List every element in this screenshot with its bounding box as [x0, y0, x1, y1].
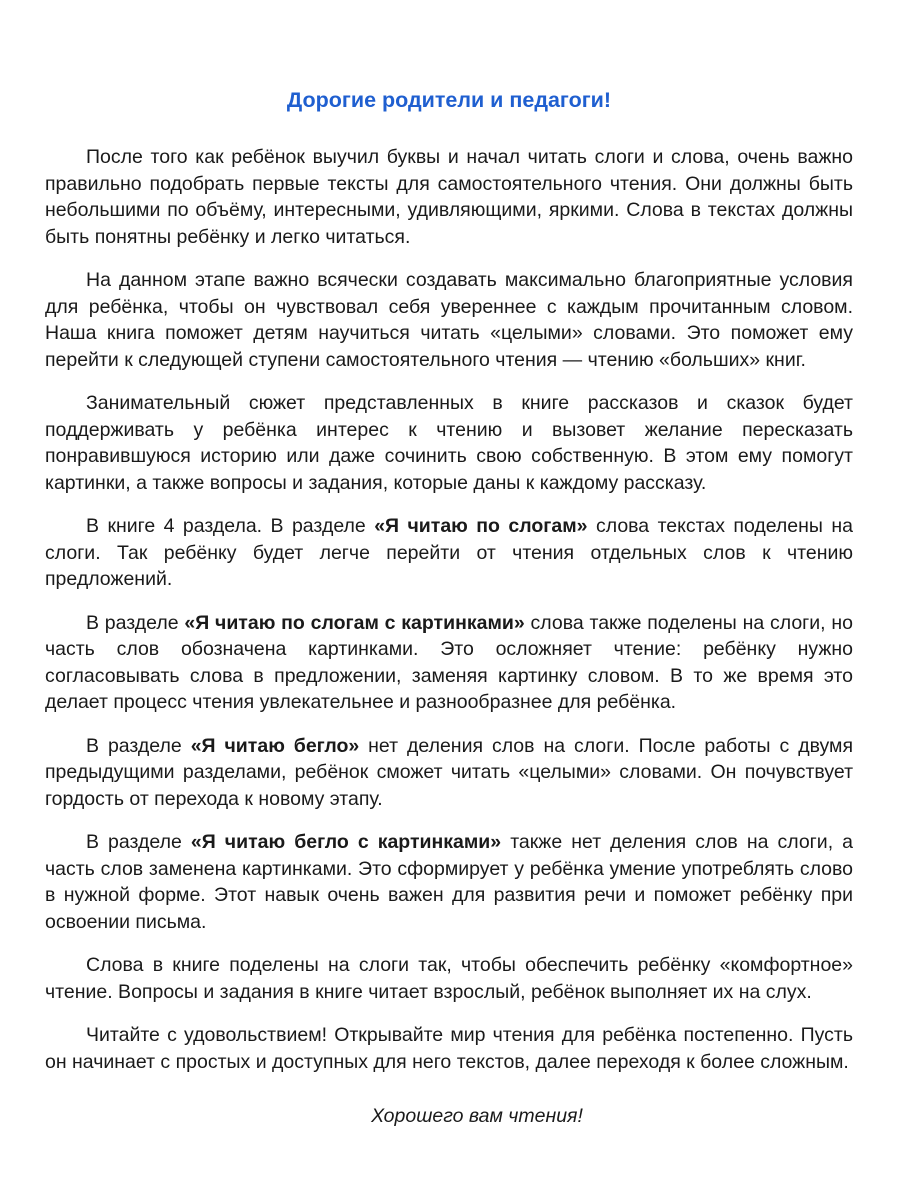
section-name: «Я читаю бегло»: [190, 734, 360, 757]
paragraph-text: На данном этапе важно всячески создавать максимально благоприятные условия для ребёнка, чтобы он чувствовал себя увереннее с каждым прочитанным словом. Наша книга поможет детям научиться читать «целыми» словами. Это поможет ему перейти к следующей ступени самостоятельного чтения — чтению «больших» книг.: [45, 269, 853, 371]
paragraph-text: После того как ребёнок выучил буквы и начал читать слоги и слова, очень важно правильно подобрать первые тексты для самостоятельного чтения. Они должны быть небольшими по объёму, интересными, удивляющими, яркими. Слова в текстах должны быть понятны ребёнку и легко читаться.: [45, 146, 853, 248]
page-title: Дорогие родители и педагоги!: [286, 88, 612, 112]
paragraph-comfort-reading: [45, 952, 853, 1005]
paragraph-text: В книге 4 раздела. В разделе: [86, 515, 375, 537]
paragraph-text: В разделе: [86, 831, 191, 853]
paragraph-plot: [45, 390, 853, 496]
section-name: «Я читаю по слогам с картинками»: [184, 611, 525, 634]
paragraph-text: нет деления слов на слоги. После работы с двумя предыдущими разделами, ребёнок сможет читать «целыми» словами. Он почувствует гордость от перехода к новому этапу.: [45, 734, 854, 810]
paragraph-text: также нет деления слов на слоги, а часть слов заменена картинками. Это сформирует у ребёнка умение употреблять слово в нужной форме. Этот навык очень важен для развития речи и поможет ребёнку при освоении письма.: [45, 831, 854, 933]
section-name: «Я читаю бегло с картинками»: [190, 831, 502, 853]
paragraph-section-syllables-pictures: [45, 610, 853, 716]
paragraph-text: слова также поделены на слоги, но часть слов обозначена картинками. Это осложняет чтение: ребёнку нужно согласовывать слова в предложении, заменяя картинку словом. В то же время это делает процесс чтения увлекательнее и разнообразнее для ребёнка.: [45, 611, 853, 713]
paragraph-stage: [45, 267, 853, 373]
paragraph-enjoy: [45, 1022, 853, 1075]
paragraph-section-syllables: [45, 513, 853, 593]
paragraph-text: В разделе: [86, 734, 191, 757]
paragraph-text: слова текстах поделены на слоги. Так ребёнку будет легче перейти от чтения отдельных слов к чтению предложений.: [45, 515, 853, 590]
paragraph-section-fluent: [45, 733, 853, 813]
paragraph-text: Слова в книге поделены на слоги так, чтобы обеспечить ребёнку «комфортное» чтение. Вопросы и задания в книге читает взрослый, ребёнок выполняет их на слух.: [45, 954, 853, 1003]
section-name: «Я читаю по слогам»: [374, 515, 588, 537]
paragraph-text: Читайте с удовольствием! Открывайте мир чтения для ребёнка постепенно. Пусть он начинает с простых и доступных для него текстов, далее переходя к более сложным.: [45, 1024, 853, 1073]
paragraph-intro: [45, 144, 853, 250]
paragraph-section-fluent-pictures: [45, 829, 853, 935]
paragraph-text: Занимательный сюжет представленных в книге рассказов и сказок будет поддерживать у ребёнка интерес к чтению и вызовет желание пересказать понравившуюся историю или даже сочинить свою собственную. В этом ему помогут картинки, а также вопросы и задания, которые даны к каждому рассказу.: [45, 392, 853, 494]
closing-wish: Хорошего вам чтения!: [371, 1105, 583, 1127]
paragraph-text: В разделе: [86, 611, 185, 634]
